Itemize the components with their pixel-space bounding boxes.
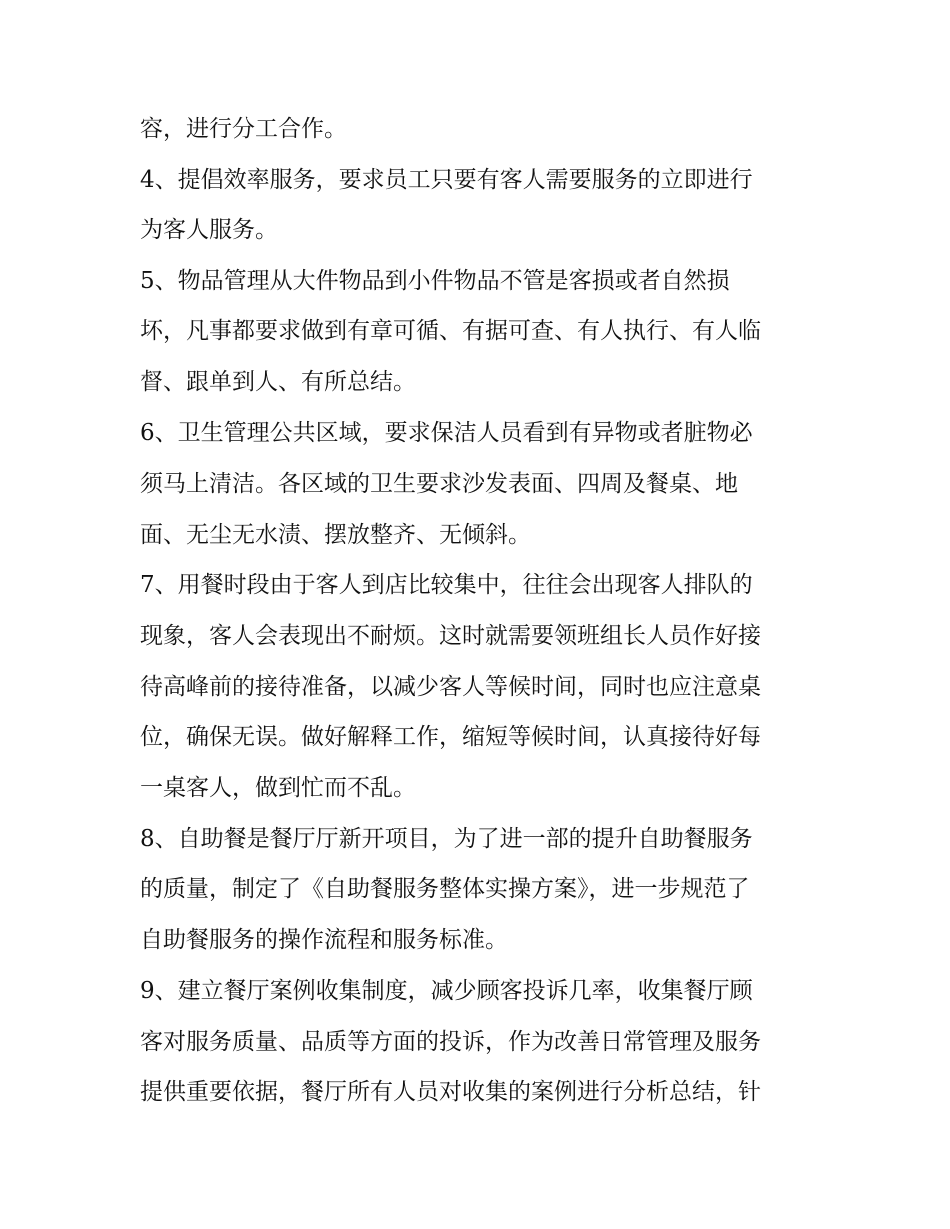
text-line: 5、物品管理从大件物品到小件物品不管是客损或者自然损 bbox=[140, 268, 730, 294]
text-line: 须马上清洁。各区域的卫生要求沙发表面、四周及餐桌、地 bbox=[140, 471, 738, 497]
text-line: 自助餐服务的操作流程和服务标准。 bbox=[140, 927, 508, 953]
text-line: 的质量，制定了《自助餐服务整体实操方案》，进一步规范了 bbox=[140, 876, 750, 902]
text-line: 客对服务质量、品质等方面的投诉，作为改善日常管理及服务 bbox=[140, 1029, 761, 1055]
text-line: 为客人服务。 bbox=[140, 217, 278, 243]
text-line: 8、自助餐是餐厅厅新开项目，为了进一部的提升自助餐服务 bbox=[140, 826, 753, 852]
text-line: 现象，客人会表现出不耐烦。这时就需要领班组长人员作好接 bbox=[140, 623, 761, 649]
text-line: 容，进行分工合作。 bbox=[140, 116, 347, 142]
text-line: 位，确保无误。做好解释工作，缩短等候时间，认真接待好每 bbox=[140, 724, 761, 750]
text-line: 6、卫生管理公共区域，要求保洁人员看到有异物或者脏物必 bbox=[140, 420, 753, 446]
text-line: 9、建立餐厅案例收集制度，减少顾客投诉几率，收集餐厅顾 bbox=[140, 978, 753, 1004]
text-line: 坏，凡事都要求做到有章可循、有据可查、有人执行、有人临 bbox=[140, 318, 761, 344]
text-line: 4、提倡效率服务，要求员工只要有客人需要服务的立即进行 bbox=[140, 167, 753, 193]
text-line: 一桌客人，做到忙而不乱。 bbox=[140, 775, 416, 801]
text-line: 待高峰前的接待准备，以减少客人等候时间，同时也应注意桌 bbox=[140, 674, 761, 700]
text-line: 面、无尘无水渍、摆放整齐、无倾斜。 bbox=[140, 522, 531, 548]
text-line: 7、用餐时段由于客人到店比较集中，往往会出现客人排队的 bbox=[140, 572, 753, 598]
text-line: 督、跟单到人、有所总结。 bbox=[140, 369, 416, 395]
text-line: 提供重要依据，餐厅所有人员对收集的案例进行分析总结，针 bbox=[140, 1079, 761, 1105]
